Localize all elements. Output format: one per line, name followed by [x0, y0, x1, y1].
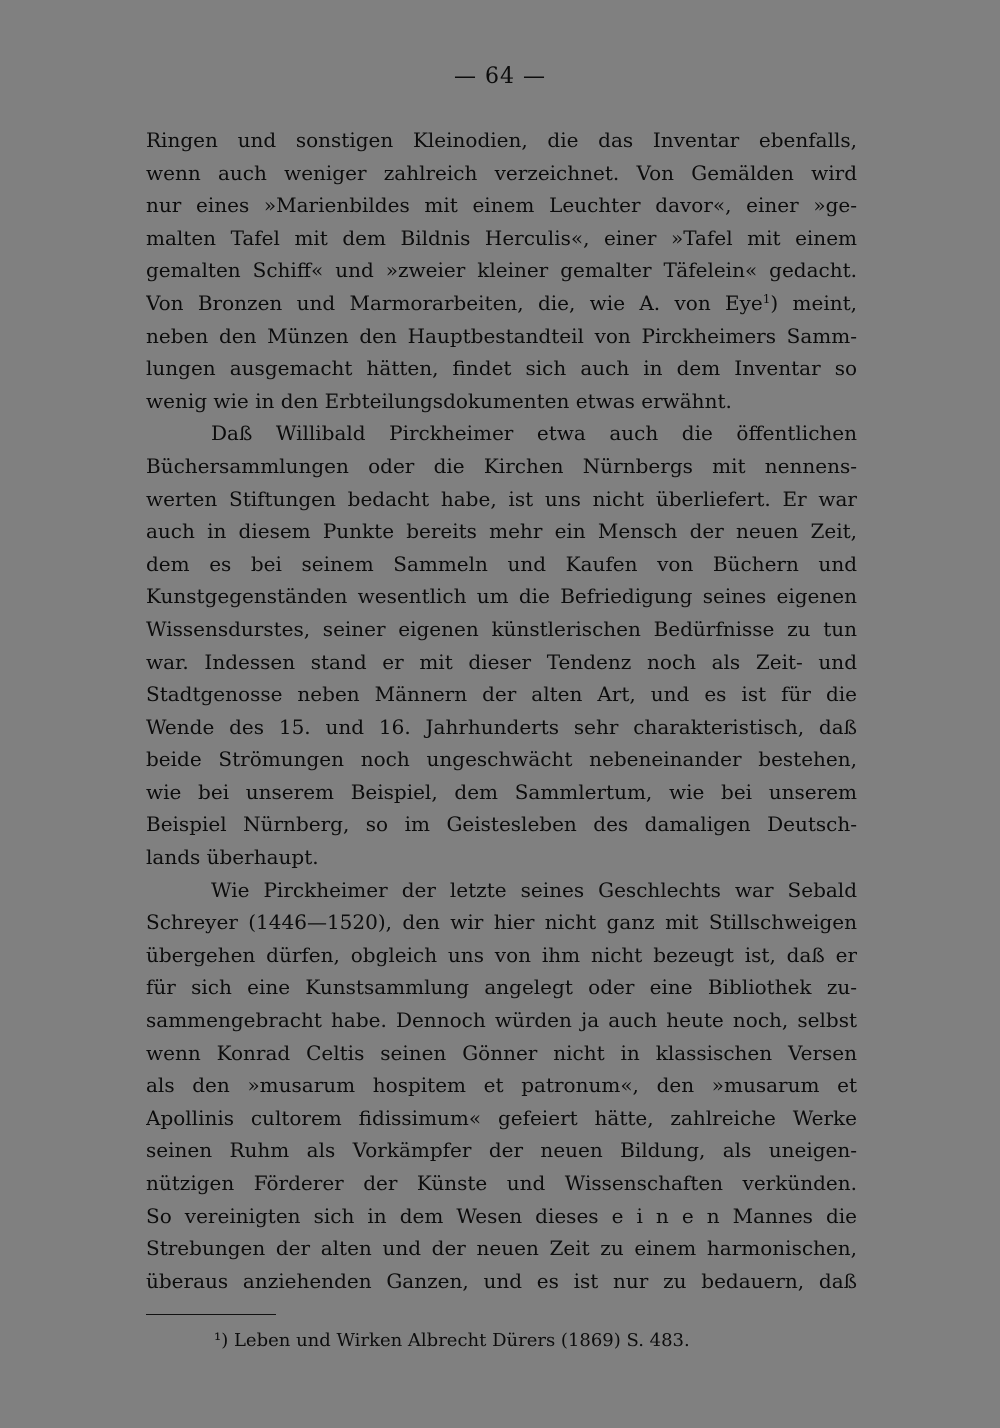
line-text: Von Bronzen und Marmorarbeiten, die, wie A. von Eye	[146, 290, 763, 315]
line-text: Schreyer (1446—1520), den wir hier nicht ganz mit Stillschweigen	[146, 910, 857, 935]
text-line	[146, 124, 857, 157]
line-text: Stadtgenosse neben Männern der alten Art, und es ist für die	[146, 682, 857, 707]
line-text: Daß Willibald Pirckheimer etwa auch die öffentlichen	[211, 421, 857, 446]
line-text: Wende des 15. und 16. Jahrhunderts sehr charakteristisch, daß	[146, 714, 857, 739]
line-text: Ringen und sonstigen Kleinodien, die das Inventar ebenfalls,	[146, 128, 857, 152]
line-text: beide Strömungen noch ungeschwächt nebeneinander bestehen,	[146, 747, 857, 772]
text-line	[146, 222, 857, 255]
text-line	[146, 971, 857, 1004]
text-line	[146, 1265, 857, 1298]
line-text: für sich eine Kunstsammlung angelegt oder eine Bibliothek zu-	[146, 975, 857, 1000]
text-line	[146, 417, 857, 450]
text-line	[146, 874, 857, 907]
text-line	[146, 1167, 857, 1200]
line-text: werten Stiftungen bedacht habe, ist uns nicht überliefert. Er war	[146, 486, 857, 511]
line-text: gemalten Schiff« und »zweier kleiner gemalter Täfelein« gedacht.	[146, 258, 857, 283]
line-text-continuation: ) meint,	[770, 290, 857, 315]
footnote-text: Leben und Wirken Albrecht Dürers (1869) S. 483.	[228, 1330, 690, 1351]
line-text: wie bei unserem Beispiel, dem Sammlertum, wie bei unserem	[146, 779, 857, 804]
line-text: neben den Münzen den Hauptbestandteil von Pirckheimers Samm-	[146, 323, 857, 348]
text-line	[146, 743, 857, 776]
line-text: wenn auch weniger zahlreich verzeichnet. Von Gemälden wird	[146, 160, 857, 185]
line-text: übergehen dürfen, obgleich uns von ihm nicht bezeugt ist, daß er	[146, 942, 857, 967]
line-text: nützigen Förderer der Künste und Wissenschaften verkünden.	[146, 1171, 857, 1195]
text-line	[146, 906, 857, 939]
line-text: Beispiel Nürnberg, so im Geistesleben des damaligen Deutsch-	[146, 812, 857, 837]
text-line	[146, 1069, 857, 1102]
line-text: als den »musarum hospitem et patronum«, den »musarum et	[146, 1073, 857, 1098]
line-text: nur eines »Marienbildes mit einem Leuchter davor«, einer »ge-	[146, 193, 857, 218]
line-text: Apollinis cultorem fidissimum« gefeiert hätte, zahlreiche Werke	[146, 1105, 857, 1130]
line-text: dem es bei seinem Sammeln und Kaufen von Büchern und	[146, 551, 857, 576]
line-text: Wie Pirckheimer der letzte seines Geschlechts war Sebald	[211, 877, 857, 902]
text-line	[146, 1102, 857, 1135]
text-line	[146, 450, 857, 483]
line-text: malten Tafel mit dem Bildnis Herculis«, einer »Tafel mit einem	[146, 225, 857, 250]
line-text: wenig wie in den Erbteilungsdokumenten etwas erwähnt.	[146, 388, 732, 413]
text-line	[146, 189, 857, 222]
text-line	[146, 1134, 857, 1167]
footnote-marker: ¹)	[214, 1330, 229, 1351]
line-text: überaus anziehenden Ganzen, und es ist nur zu bedauern, daß	[146, 1268, 857, 1293]
line-text: seinen Ruhm als Vorkämpfer der neuen Bildung, als uneigen-	[146, 1138, 857, 1163]
text-line	[146, 1232, 857, 1265]
text-line	[146, 515, 857, 548]
footnote-rule	[146, 1314, 276, 1315]
line-text: auch in diesem Punkte bereits mehr ein Mensch der neuen Zeit,	[146, 519, 857, 544]
footnote	[214, 1330, 690, 1351]
text-line	[146, 287, 857, 320]
text-line	[146, 580, 857, 613]
text-line	[146, 646, 857, 679]
text-line	[146, 483, 857, 516]
line-text: sammengebracht habe. Dennoch würden ja auch heute noch, selbst	[146, 1008, 857, 1033]
text-line	[146, 776, 857, 809]
text-line	[146, 678, 857, 711]
line-text: So vereinigten sich in dem Wesen dieses e i n e n Mannes die	[146, 1203, 857, 1228]
line-text: wenn Konrad Celtis seinen Gönner nicht in klassischen Versen	[146, 1040, 857, 1065]
text-line	[146, 1200, 857, 1233]
text-line	[146, 808, 857, 841]
text-line	[146, 385, 857, 418]
text-line	[146, 613, 857, 646]
line-text: Kunstgegenständen wesentlich um die Befriedigung seines eigenen	[146, 584, 857, 609]
text-line	[146, 939, 857, 972]
body-text	[146, 124, 857, 1297]
text-line	[146, 548, 857, 581]
line-text: war. Indessen stand er mit dieser Tendenz noch als Zeit- und	[146, 649, 857, 674]
footnote-reference: 1	[762, 291, 771, 306]
text-line	[146, 841, 857, 874]
text-line	[146, 711, 857, 744]
text-line	[146, 320, 857, 353]
line-text: lungen ausgemacht hätten, findet sich auch in dem Inventar so	[146, 356, 857, 381]
text-line	[146, 157, 857, 190]
line-text: lands überhaupt.	[146, 845, 319, 870]
line-text: Wissensdurstes, seiner eigenen künstlerischen Bedürfnisse zu tun	[146, 616, 857, 641]
line-text: Büchersammlungen oder die Kirchen Nürnbergs mit nennens-	[146, 453, 857, 478]
page-number: — 64 —	[454, 64, 546, 89]
text-line	[146, 1004, 857, 1037]
text-line	[146, 254, 857, 287]
text-line	[146, 1037, 857, 1070]
line-text: Strebungen der alten und der neuen Zeit zu einem harmonischen,	[146, 1236, 857, 1261]
text-line	[146, 352, 857, 385]
